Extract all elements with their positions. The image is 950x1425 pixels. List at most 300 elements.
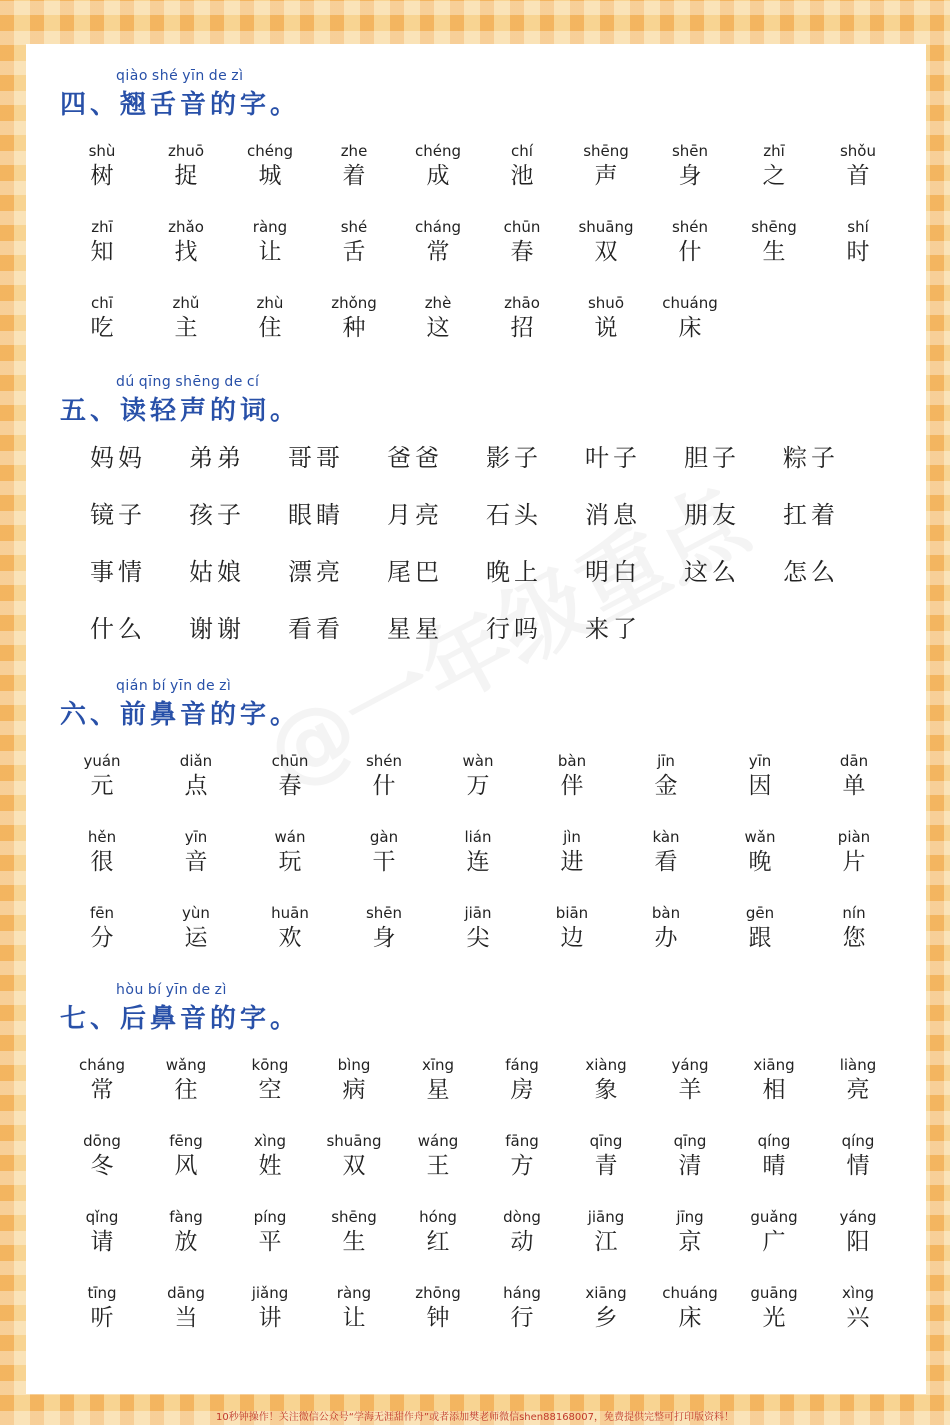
char-hanzi: 病 [342,1077,366,1103]
section-title: 五、读轻声的词。 [60,396,301,426]
char-hanzi: 单 [842,773,866,799]
word-item: 尾巴 [387,558,443,586]
char-item [314,1206,394,1256]
char-pinyin: shuāng [578,218,634,236]
char-hanzi: 空 [258,1077,282,1103]
char-pinyin: chí [511,142,533,160]
char-hanzi: 光 [762,1305,786,1331]
char-pinyin: ràng [336,1284,372,1302]
char-item [62,216,142,266]
char-hanzi: 之 [762,163,786,189]
char-hanzi: 行 [510,1305,534,1331]
char-hanzi: 知 [90,239,114,265]
char-item [482,1282,562,1332]
char-pinyin: chéng [246,142,293,160]
char-pinyin: hěn [87,828,117,846]
char-pinyin: qíng [841,1132,875,1150]
char-pinyin: cháng [415,218,461,236]
word-item: 怎么 [783,558,839,586]
word-item: 孩子 [189,501,245,529]
char-pinyin: wán [274,828,306,846]
char-pinyin: huān [271,904,309,922]
char-row [82,826,902,902]
word-row [82,609,902,666]
char-hanzi: 捉 [174,163,198,189]
char-item [650,140,730,190]
char-pinyin: dòng [503,1208,541,1226]
char-pinyin: dōng [83,1132,121,1150]
char-pinyin: shuāng [326,1132,382,1150]
char-pinyin: shuō [587,294,624,312]
char-hanzi: 江 [594,1229,618,1255]
char-pinyin: wàn [462,752,494,770]
title-pinyin-syllable: bí [152,678,167,694]
char-pinyin: biān [555,904,589,922]
char-item [532,902,612,952]
char-item [146,1282,226,1332]
char-pinyin: xiāng [585,1284,627,1302]
char-item [146,140,226,190]
char-row [82,140,902,216]
word-item: 谢谢 [189,615,245,643]
char-pinyin: chuáng [662,294,718,312]
char-pinyin: gàn [369,828,399,846]
title-pinyin-syllable: yīn [182,68,205,84]
char-hanzi: 运 [184,925,208,951]
char-hanzi: 动 [510,1229,534,1255]
char-hanzi: 身 [678,163,702,189]
char-pinyin: jìn [563,828,581,846]
char-pinyin: chuáng [662,1284,718,1302]
char-item [482,292,562,342]
worksheet-page [26,44,926,1394]
char-hanzi: 阳 [846,1229,870,1255]
char-hanzi: 床 [678,1305,702,1331]
char-item [532,750,612,800]
char-row [82,1130,902,1206]
char-item [156,750,236,800]
char-hanzi: 星 [426,1077,450,1103]
char-pinyin: shēn [671,142,709,160]
char-hanzi: 生 [762,239,786,265]
char-item [818,140,898,190]
word-item: 粽子 [783,444,839,472]
char-item [720,826,800,876]
char-pinyin: lián [464,828,492,846]
char-hanzi: 常 [90,1077,114,1103]
char-item [344,750,424,800]
char-pinyin: xīng [421,1056,455,1074]
char-pinyin: zhǔ [172,294,200,312]
char-hanzi: 亮 [846,1077,870,1103]
char-pinyin: jiǎng [251,1284,289,1302]
char-hanzi: 树 [90,163,114,189]
char-pinyin: yīn [184,828,208,846]
word-item: 看看 [288,615,344,643]
char-hanzi: 身 [372,925,396,951]
char-item [734,1130,814,1180]
word-item: 漂亮 [288,558,344,586]
title-pinyin-syllable: de [192,982,211,998]
char-hanzi: 王 [426,1153,450,1179]
char-item [398,1282,478,1332]
char-item [650,1054,730,1104]
char-item [650,1282,730,1332]
char-hanzi: 池 [510,163,534,189]
char-pinyin: shǒu [839,142,876,160]
char-hanzi: 干 [372,849,396,875]
char-pinyin: ràng [252,218,288,236]
char-pinyin: wáng [417,1132,459,1150]
char-hanzi: 招 [510,315,534,341]
char-pinyin: kàn [652,828,680,846]
char-pinyin: yùn [182,904,210,922]
char-item [438,750,518,800]
char-pinyin: yáng [839,1208,877,1226]
char-hanzi: 声 [594,163,618,189]
char-hanzi: 广 [762,1229,786,1255]
char-hanzi: 双 [342,1153,366,1179]
char-pinyin: diǎn [179,752,213,770]
char-hanzi: 片 [842,849,866,875]
char-pinyin: xìng [841,1284,875,1302]
char-item [734,140,814,190]
word-item: 叶子 [585,444,641,472]
word-item: 胆子 [684,444,740,472]
char-pinyin: xiàng [585,1056,627,1074]
char-hanzi: 春 [510,239,534,265]
word-item: 眼睛 [288,501,344,529]
word-row [82,495,902,552]
char-pinyin: jiāng [587,1208,625,1226]
char-item [532,826,612,876]
char-pinyin: bìng [337,1056,371,1074]
char-item [146,1206,226,1256]
char-hanzi: 您 [842,925,866,951]
char-item [650,216,730,266]
char-pinyin: dān [839,752,869,770]
char-item [734,1054,814,1104]
char-hanzi: 万 [466,773,490,799]
word-item: 朋友 [684,501,740,529]
char-pinyin: liàng [839,1056,877,1074]
char-pinyin: shén [365,752,403,770]
char-pinyin: guǎng [750,1208,798,1226]
char-hanzi: 象 [594,1077,618,1103]
char-item [814,750,894,800]
title-pinyin-syllable: yīn [170,678,193,694]
char-item [818,216,898,266]
section-title: 六、前鼻音的字。 [60,700,301,730]
char-item [230,1206,310,1256]
char-hanzi: 玩 [278,849,302,875]
word-grid [82,438,902,666]
char-pinyin: chūn [503,218,541,236]
char-hanzi: 主 [174,315,198,341]
char-pinyin: zhè [424,294,452,312]
word-item: 哥哥 [288,444,344,472]
char-item [230,216,310,266]
title-pinyin-syllable: qiào [116,68,148,84]
char-pinyin: wǎn [744,828,776,846]
char-hanzi: 舌 [342,239,366,265]
char-pinyin: fàng [169,1208,203,1226]
char-pinyin: fēng [169,1132,203,1150]
title-pinyin-syllable: zì [231,68,244,84]
char-hanzi: 平 [258,1229,282,1255]
char-hanzi: 看 [654,849,678,875]
char-item [314,1130,394,1180]
char-pinyin: zhuō [167,142,205,160]
char-hanzi: 进 [560,849,584,875]
section-title: 四、翘舌音的字。 [60,90,301,120]
char-item [314,1282,394,1332]
char-item [146,292,226,342]
char-pinyin: shēn [365,904,403,922]
char-hanzi: 元 [90,773,114,799]
char-row [82,1282,902,1358]
char-item [146,1054,226,1104]
char-item [250,826,330,876]
word-item: 月亮 [387,501,443,529]
char-item [814,826,894,876]
char-hanzi: 尖 [466,925,490,951]
char-row [82,750,902,826]
char-hanzi: 春 [278,773,302,799]
char-hanzi: 吃 [90,315,114,341]
char-pinyin: yáng [671,1056,709,1074]
char-hanzi: 住 [258,315,282,341]
char-pinyin: qīng [673,1132,707,1150]
char-item [650,292,730,342]
char-item [62,140,142,190]
char-pinyin: nín [842,904,866,922]
char-hanzi: 钟 [426,1305,450,1331]
char-item [626,902,706,952]
char-grid [82,140,902,368]
char-item [734,1206,814,1256]
char-pinyin: fāng [505,1132,539,1150]
word-item: 来了 [585,615,641,643]
char-item [398,1054,478,1104]
char-pinyin: shí [847,218,869,236]
char-item [398,292,478,342]
char-hanzi: 放 [174,1229,198,1255]
title-pinyin-syllable: bí [147,982,162,998]
char-grid [82,750,902,978]
char-item [626,750,706,800]
char-item [62,1130,142,1180]
char-pinyin: shén [671,218,709,236]
char-row [79,1054,902,1130]
word-item: 这么 [684,558,740,586]
char-pinyin: qǐng [85,1208,119,1226]
char-item [230,140,310,190]
char-item [344,826,424,876]
char-hanzi: 让 [342,1305,366,1331]
char-pinyin: zhī [763,142,785,160]
title-pinyin-syllable: dú [116,374,135,390]
char-item [398,1206,478,1256]
char-item [230,292,310,342]
char-hanzi: 这 [426,315,450,341]
char-hanzi: 伴 [560,773,584,799]
char-hanzi: 找 [174,239,198,265]
char-item [438,902,518,952]
char-grid [79,1054,902,1358]
char-hanzi: 方 [510,1153,534,1179]
char-item [482,1054,562,1104]
char-hanzi: 兴 [846,1305,870,1331]
char-item [250,750,330,800]
char-pinyin: fáng [505,1056,539,1074]
char-pinyin: qīng [589,1132,623,1150]
char-item [230,1282,310,1332]
char-item [62,826,142,876]
char-pinyin: chī [91,294,113,312]
char-item [482,1206,562,1256]
char-hanzi: 情 [846,1153,870,1179]
title-pinyin-syllable: hòu [116,982,144,998]
char-hanzi: 晚 [748,849,772,875]
char-item [566,1054,646,1104]
char-item [146,216,226,266]
word-row [82,438,902,495]
title-pinyin-syllable: zì [214,982,227,998]
word-item: 星星 [387,615,443,643]
char-hanzi: 青 [594,1153,618,1179]
char-pinyin: xìng [253,1132,287,1150]
word-item: 爸爸 [387,444,443,472]
title-pinyin-syllable: cí [246,374,260,390]
char-row [82,1206,902,1282]
title-pinyin-syllable: qián [116,678,149,694]
word-row [82,552,902,609]
char-item [818,1206,898,1256]
char-hanzi: 分 [90,925,114,951]
char-row [82,292,902,368]
char-pinyin: guāng [750,1284,798,1302]
char-pinyin: piàn [837,828,871,846]
char-hanzi: 首 [846,163,870,189]
char-item [814,902,894,952]
word-item: 事情 [90,558,146,586]
char-hanzi: 时 [846,239,870,265]
char-item [250,902,330,952]
footer-notice: 10秒钟操作！关注微信公众号“学海无涯甜作舟”或者添加樊老师微信shen88168007，免费提供完整可打印版资料！ [215,1412,735,1423]
char-hanzi: 羊 [678,1077,702,1103]
char-pinyin: shēng [583,142,629,160]
word-item: 镜子 [90,501,146,529]
char-pinyin: píng [253,1208,287,1226]
char-pinyin: yīn [748,752,772,770]
char-item [156,826,236,876]
char-item [566,216,646,266]
char-pinyin: shēng [331,1208,377,1226]
char-item [566,292,646,342]
char-hanzi: 床 [678,315,702,341]
char-hanzi: 相 [762,1077,786,1103]
char-row [82,902,902,978]
char-item [566,1206,646,1256]
char-hanzi: 生 [342,1229,366,1255]
char-hanzi: 城 [258,163,282,189]
title-pinyin-syllable: zì [219,678,232,694]
char-pinyin: jīng [676,1208,704,1226]
section-title: 七、后鼻音的字。 [60,1004,301,1034]
char-item [818,1054,898,1104]
char-hanzi: 姓 [258,1153,282,1179]
char-item [62,902,142,952]
char-pinyin: fēn [89,904,115,922]
char-hanzi: 晴 [762,1153,786,1179]
char-pinyin: zhǒng [331,294,377,312]
char-hanzi: 种 [342,315,366,341]
char-item [566,1130,646,1180]
char-hanzi: 什 [678,239,702,265]
char-item [818,1282,898,1332]
char-pinyin: shù [88,142,116,160]
char-item [314,140,394,190]
word-item: 妈妈 [90,444,146,472]
char-pinyin: bàn [651,904,681,922]
char-hanzi: 听 [90,1305,114,1331]
title-pinyin-syllable: shēng [175,374,221,390]
title-pinyin-syllable: qīng [138,374,172,390]
char-hanzi: 当 [174,1305,198,1331]
char-hanzi: 乡 [594,1305,618,1331]
char-item [62,1206,142,1256]
word-item: 石头 [486,501,542,529]
char-hanzi: 双 [594,239,618,265]
char-item [62,292,142,342]
char-hanzi: 成 [426,163,450,189]
title-pinyin-syllable: de [196,678,216,694]
char-pinyin: cháng [79,1056,125,1074]
char-row [82,216,902,292]
char-hanzi: 往 [174,1077,198,1103]
char-item [438,826,518,876]
char-pinyin: xiāng [753,1056,795,1074]
title-pinyin-syllable: yīn [165,982,189,998]
char-hanzi: 因 [748,773,772,799]
word-item: 扛着 [783,501,839,529]
char-item [650,1130,730,1180]
char-pinyin: zhāo [504,294,540,312]
char-pinyin: shēng [751,218,797,236]
word-item: 什么 [90,615,146,643]
char-pinyin: zhǎo [168,218,204,236]
char-item [482,140,562,190]
char-pinyin: kōng [251,1056,289,1074]
char-hanzi: 点 [184,773,208,799]
char-pinyin: wǎng [165,1056,207,1074]
char-hanzi: 办 [654,925,678,951]
char-item [62,750,142,800]
char-item [62,1054,142,1104]
char-item [156,902,236,952]
char-item [626,826,706,876]
char-hanzi: 清 [678,1153,702,1179]
word-item: 晚上 [486,558,542,586]
char-hanzi: 说 [594,315,618,341]
char-item [734,1282,814,1332]
char-pinyin: yuán [83,752,121,770]
char-hanzi: 红 [426,1229,450,1255]
char-pinyin: zhù [256,294,284,312]
char-hanzi: 房 [510,1077,534,1103]
char-pinyin: chéng [414,142,461,160]
